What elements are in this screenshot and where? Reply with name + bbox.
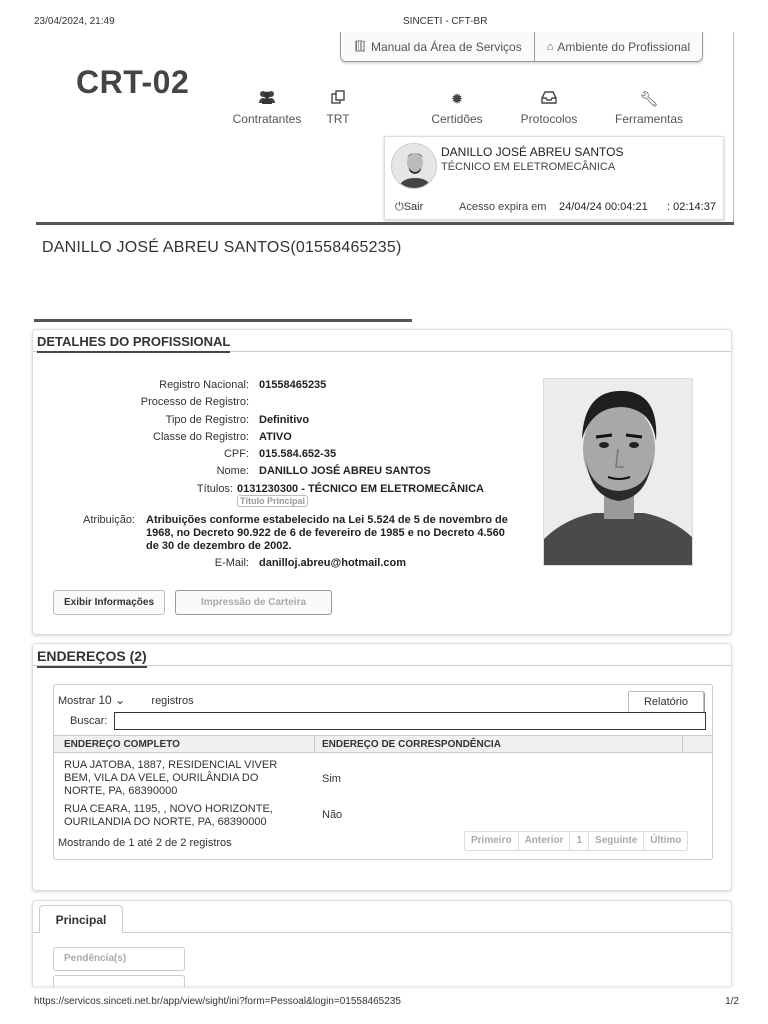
documents-icon <box>293 90 383 112</box>
email-label: E-Mail: <box>214 557 249 569</box>
address-line: OURILANDIA DO NORTE, PA, 68390000 <box>64 816 267 828</box>
ambiente-button-label: Ambiente do Profissional <box>557 39 691 54</box>
print-title: SINCETI - CFT-BR <box>403 16 488 27</box>
column-header[interactable]: ENDEREÇO DE CORRESPONDÊNCIA <box>322 739 501 750</box>
impressao-carteira-button[interactable]: Impressão de Carteira <box>175 590 332 615</box>
address-line: BEM, VILA DA VELE, OURILÂNDIA DO <box>64 772 259 784</box>
page-length-value: 10 <box>98 693 112 707</box>
atribuicao-label: Atribuição: <box>83 514 135 526</box>
print-page-number: 1/2 <box>725 996 739 1007</box>
classe-registro-value: ATIVO <box>259 431 292 443</box>
classe-registro-label: Classe do Registro: <box>153 431 249 443</box>
address-line: RUA JATOBA, 1887, RESIDENCIAL VIVER <box>64 759 278 771</box>
pendencias-button[interactable]: Pendência(s) <box>53 947 185 971</box>
table-info: Mostrando de 1 até 2 de 2 registros <box>58 837 232 849</box>
registro-nacional-label: Registro Nacional: <box>159 379 249 391</box>
search-input[interactable] <box>114 712 706 730</box>
manual-button[interactable] <box>341 32 534 61</box>
pager-first[interactable]: Primeiro <box>471 835 512 846</box>
certificate-icon: ✹ <box>450 91 464 108</box>
column-divider <box>682 736 683 754</box>
email-value: danilloj.abreu@hotmail.com <box>259 557 407 569</box>
titulos-label: Títulos: <box>196 483 233 495</box>
atribuicao-value <box>146 514 546 553</box>
user-card <box>384 136 724 220</box>
nav-label: Certidões <box>431 112 483 126</box>
manual-button-label: Manual da Área de Serviços <box>370 39 522 54</box>
tab-principal[interactable]: Principal <box>39 905 123 933</box>
profile-photo <box>543 378 693 566</box>
show-suffix: registros <box>151 695 194 707</box>
enderecos-title: ENDEREÇOS (2) <box>37 648 147 668</box>
user-name: DANILLO JOSÉ ABREU SANTOS <box>441 145 624 159</box>
user-role: TÉCNICO EM ELETROMECÂNICA <box>441 161 616 173</box>
pager-page[interactable]: 1 <box>569 832 588 850</box>
expire-label: Acesso expira em <box>459 201 547 213</box>
tipo-registro-label: Tipo de Registro: <box>165 414 249 426</box>
principal-panel <box>32 900 732 986</box>
address-cell <box>64 803 273 829</box>
relatorio-button[interactable]: Relatório <box>628 691 704 713</box>
print-footer <box>34 996 739 1010</box>
nav-certidoes[interactable] <box>412 90 502 126</box>
chevron-down-icon: ⌄ <box>115 693 126 707</box>
column-header[interactable]: ENDEREÇO COMPLETO <box>64 739 180 750</box>
cpf-value: 015.584.652-35 <box>259 448 337 460</box>
page-length-control <box>58 693 194 708</box>
ambiente-button[interactable] <box>534 32 702 61</box>
pager-previous[interactable]: Anterior <box>518 832 570 850</box>
logout-label: Sair <box>403 201 424 213</box>
next-button-partial[interactable] <box>53 975 185 987</box>
section-divider <box>34 319 412 322</box>
pager-next[interactable]: Seguinte <box>588 832 643 850</box>
details-panel <box>32 329 732 635</box>
nav-label: Ferramentas <box>614 112 684 126</box>
top-links <box>340 32 703 62</box>
page-title: DANILLO JOSÉ ABREU SANTOS(01558465235) <box>42 239 402 256</box>
correspondence-cell: Sim <box>322 773 341 785</box>
atribuicao-line: de 30 de dezembro de 2002. <box>146 540 292 552</box>
pagination <box>464 831 688 851</box>
search-label: Buscar: <box>70 715 108 727</box>
expire-time: 24/04/24 00:04:21 <box>559 201 648 213</box>
nome-label: Nome: <box>216 465 249 477</box>
processo-label: Processo de Registro: <box>140 396 249 408</box>
table-header <box>54 735 712 753</box>
address-line: RUA CEARA, 1195, , NOVO HORIZONTE, <box>64 803 273 815</box>
details-title: DETALHES DO PROFISSIONAL <box>37 334 230 353</box>
print-header <box>34 16 734 30</box>
enderecos-table-wrapper <box>53 684 713 860</box>
nav-protocolos[interactable] <box>504 90 594 126</box>
logout-button[interactable] <box>395 201 423 214</box>
session-countdown: : 02:14:37 <box>667 201 716 213</box>
titulo-principal-tag: Título Principal <box>237 495 308 507</box>
print-url: https://servicos.sinceti.net.br/app/view/sight/ini?form=Pessoal&login=01558465235 <box>34 996 401 1007</box>
site-header <box>36 32 734 224</box>
home-icon: ⌂ <box>546 40 554 53</box>
book-icon: 📕︎ <box>353 41 367 53</box>
tab-divider <box>33 932 731 933</box>
logo[interactable]: CRT-02 <box>76 64 190 100</box>
atribuicao-line: Atribuições conforme estabelecido na Lei 5.524 de 5 de novembro de <box>146 514 508 526</box>
nome-value: DANILLO JOSÉ ABREU SANTOS <box>259 465 431 477</box>
nav-trt[interactable] <box>293 90 383 126</box>
nav-label: TRT <box>326 112 350 126</box>
enderecos-panel <box>32 643 732 891</box>
nav-label: Contratantes <box>232 112 302 126</box>
avatar <box>391 143 437 189</box>
registro-nacional-value: 01558465235 <box>259 379 327 391</box>
pager-last[interactable]: Último <box>643 832 687 850</box>
show-label: Mostrar <box>58 695 96 707</box>
page-length-select[interactable] <box>98 693 148 708</box>
tipo-registro-value: Definitivo <box>259 414 310 426</box>
atribuicao-line: 1968, no Decreto 90.922 de 6 de fevereiro de 1985 e no Decreto 4.560 <box>146 527 505 539</box>
correspondence-cell: Não <box>322 809 343 821</box>
address-line: NORTE, PA, 68390000 <box>64 785 178 797</box>
cpf-label: CPF: <box>223 448 249 460</box>
titulo-text: 0131230300 - TÉCNICO EM ELETROMECÂNICA <box>237 483 484 495</box>
nav-label: Protocolos <box>520 112 578 126</box>
titulos-value <box>237 483 537 507</box>
column-divider <box>314 736 315 754</box>
power-icon: ⏻ <box>395 201 404 213</box>
inbox-icon <box>504 90 594 112</box>
print-date: 23/04/2024, 21:49 <box>34 16 115 27</box>
wrench-icon: 🔧︎ <box>639 91 659 108</box>
exibir-informacoes-button[interactable]: Exibir Informações <box>53 590 165 615</box>
address-cell <box>64 759 277 798</box>
nav-ferramentas[interactable] <box>604 90 694 126</box>
header-divider <box>36 222 734 225</box>
